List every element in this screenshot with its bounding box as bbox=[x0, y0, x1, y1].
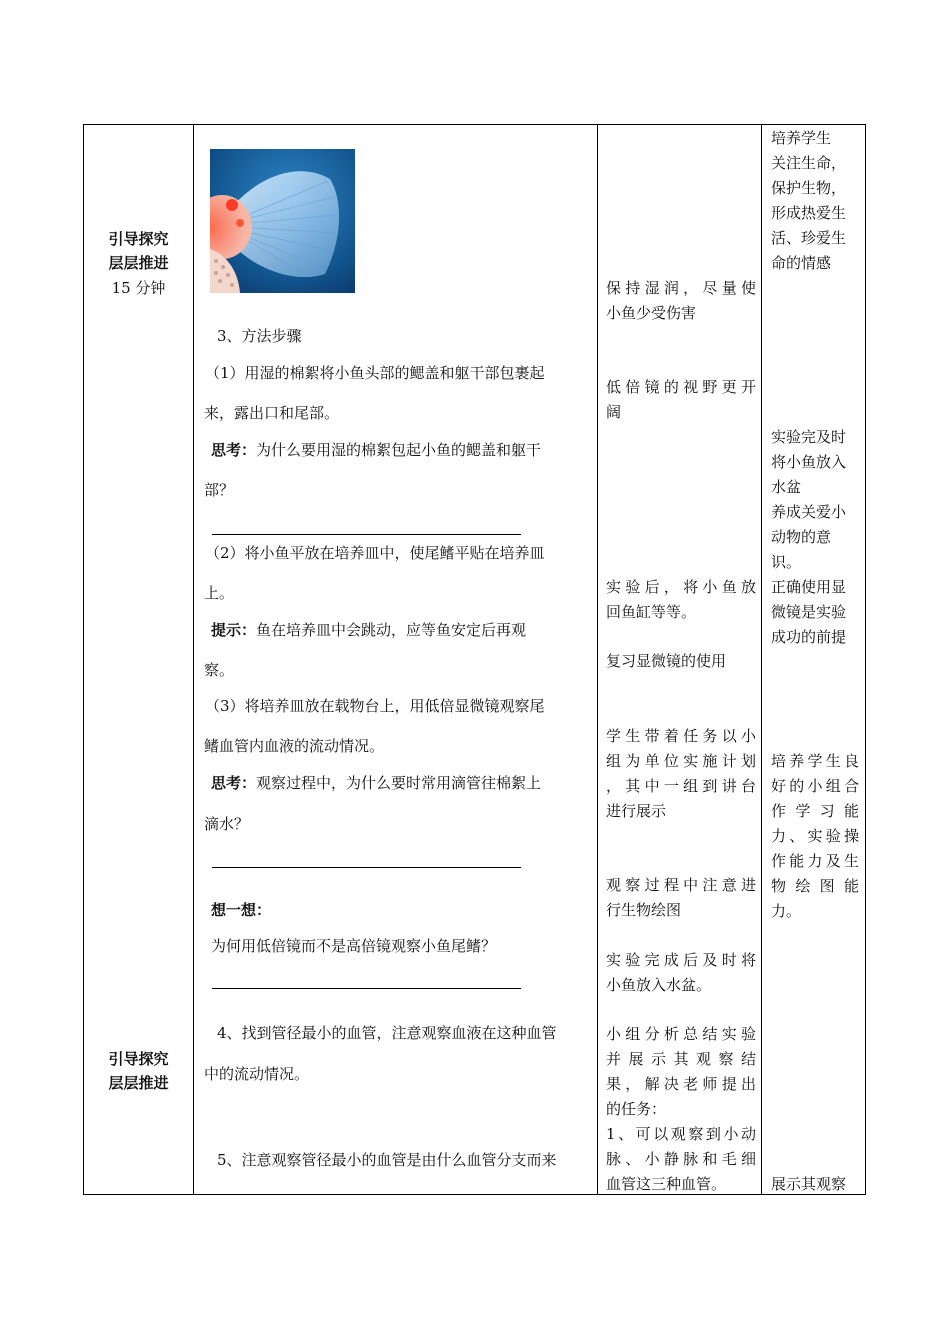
think1-text: 为什么要用湿的棉絮包起小鱼的鳃盖和躯干 bbox=[256, 441, 542, 459]
student-note-8: 小组分析总结实验 并展示其观察结 果，解决老师提出 的任务： 1、可以观察到小动 脉、小静脉和毛细 血管这三种血管。 bbox=[606, 1025, 756, 1193]
step4-line1: 4、找到管径最小的血管，注意观察血液在这种血管 bbox=[217, 1024, 557, 1042]
stage-title-line1: 引导探究 bbox=[108, 230, 169, 248]
think1-line1 bbox=[211, 440, 541, 460]
stage-title2-line2: 层层推进 bbox=[108, 1074, 169, 1092]
ponder-question: 为何用低倍镜而不是高倍镜观察小鱼尾鳍？ bbox=[211, 937, 497, 955]
intent-note-2: 实验完及时 将小鱼放入 水盆 养成关爱小 动物的意 识。 正确使用显 微镜是实验 成功的前提 bbox=[771, 428, 847, 646]
think1-line2: 部？ bbox=[204, 481, 235, 499]
stage-title2-line1: 引导探究 bbox=[108, 1050, 169, 1068]
step3-line2: 鳍血管内血液的流动情况。 bbox=[204, 737, 385, 755]
think2-line2: 滴水？ bbox=[204, 815, 250, 833]
stage-title-2 bbox=[96, 1047, 181, 1095]
step1-line2: 来，露出口和尾部。 bbox=[204, 404, 340, 422]
student-note-4: 复习显微镜的使用 bbox=[606, 652, 727, 670]
column-divider-1 bbox=[193, 124, 194, 1195]
fish-tail-image bbox=[210, 149, 355, 293]
step1-line1: （1）用湿的棉絮将小鱼头部的鳃盖和躯干部包裹起 bbox=[205, 364, 545, 382]
tip-line1 bbox=[211, 620, 526, 640]
think2-label: 思考： bbox=[211, 774, 257, 792]
student-note-2: 低倍镜的视野更开 阔 bbox=[606, 378, 756, 421]
think2-line1 bbox=[211, 773, 541, 793]
student-note-3: 实验后，将小鱼放 回鱼缸等等。 bbox=[606, 578, 756, 621]
step3-line1: （3）将培养皿放在载物台上，用低倍显微镜观察尾 bbox=[205, 697, 545, 715]
stage-time: 15 分钟 bbox=[111, 279, 166, 297]
step2-line2: 上。 bbox=[204, 584, 235, 602]
column-divider-2 bbox=[597, 124, 598, 1195]
step2-line1: （2）将小鱼平放在培养皿中，使尾鳍平贴在培养皿 bbox=[205, 544, 545, 562]
intent-note-1: 培养学生 关注生命， 保护生物， 形成热爱生 活、珍爱生 命的情感 bbox=[771, 129, 847, 272]
intent-note-3: 培养学生良 好的小组合 作学习能 力、实验操 作能力及生 物绘图能 力。 bbox=[771, 752, 859, 920]
think1-label: 思考： bbox=[211, 441, 257, 459]
tip-text: 鱼在培养皿中会跳动，应等鱼安定后再观 bbox=[256, 621, 527, 639]
tip-line2: 察。 bbox=[204, 661, 235, 679]
answer-line-3[interactable] bbox=[212, 988, 521, 989]
step5-line1: 5、注意观察管径最小的血管是由什么血管分支而来 bbox=[217, 1151, 557, 1169]
answer-line-2[interactable] bbox=[212, 867, 521, 868]
step4-line2: 中的流动情况。 bbox=[204, 1065, 310, 1083]
stage-title bbox=[96, 227, 181, 275]
column-divider-3 bbox=[761, 124, 762, 1195]
step-heading: 3、方法步骤 bbox=[217, 327, 302, 345]
student-note-5: 学生带着任务以小 组为单位实施计划 ，其中一组到讲台 进行展示 bbox=[606, 727, 756, 820]
think2-text: 观察过程中，为什么要时常用滴管往棉絮上 bbox=[256, 774, 542, 792]
student-note-1: 保持湿润，尽量使 小鱼少受伤害 bbox=[606, 279, 756, 322]
answer-line-1[interactable] bbox=[212, 534, 521, 535]
student-note-7: 实验完成后及时将 小鱼放入水盆。 bbox=[606, 951, 756, 994]
tip-label: 提示： bbox=[211, 621, 257, 639]
student-note-6: 观察过程中注意进 行生物绘图 bbox=[606, 876, 756, 919]
ponder-label: 想一想： bbox=[211, 901, 272, 919]
stage-title-line2: 层层推进 bbox=[108, 254, 169, 272]
intent-note-4: 展示其观察 bbox=[771, 1175, 847, 1193]
